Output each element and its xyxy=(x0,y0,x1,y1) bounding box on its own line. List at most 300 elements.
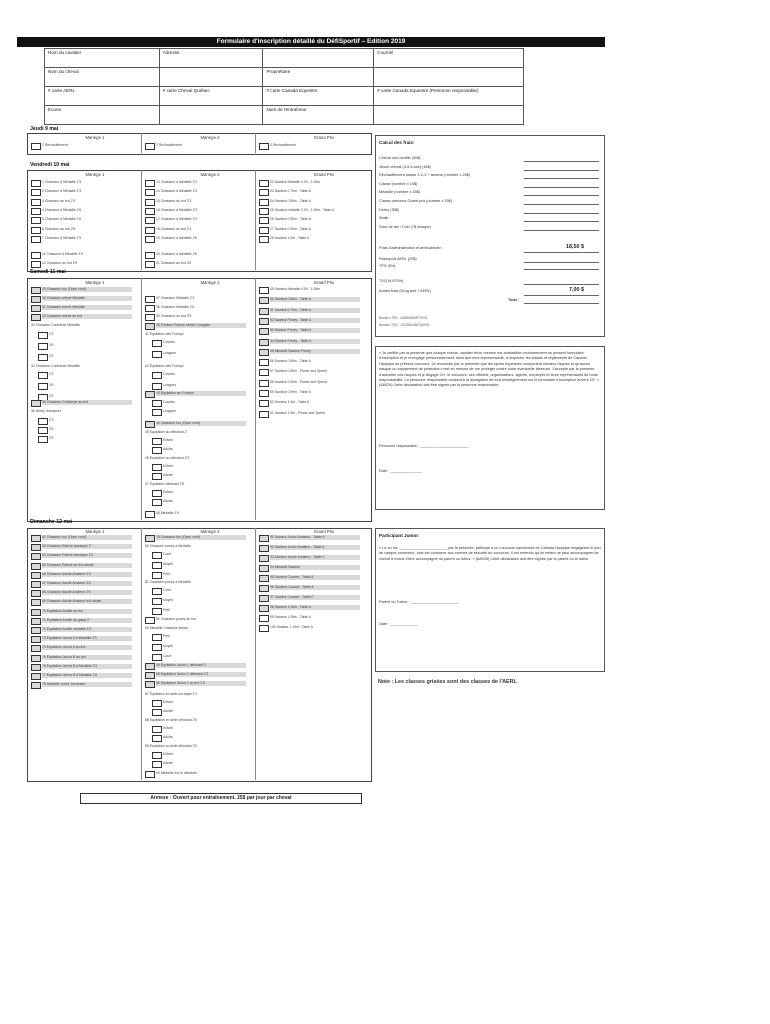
class-label: Enfant xyxy=(163,752,173,756)
checkbox[interactable] xyxy=(152,572,162,579)
class-label: 28 Sauteur 1.0m - Table A xyxy=(270,235,310,240)
class-label: 19 Chasseur à Médaille 2'6 xyxy=(156,235,197,240)
fee-row-entry[interactable] xyxy=(524,204,599,205)
checkbox[interactable] xyxy=(31,636,41,643)
checkbox[interactable] xyxy=(31,180,41,187)
class-label: 34 Chasseur Confiance Médaille xyxy=(31,364,81,368)
checkbox[interactable] xyxy=(31,682,41,689)
identity-field[interactable]: Nom du cavalier xyxy=(45,49,160,68)
class-label: 50 Sauteur 0.80m - Table A xyxy=(270,297,360,302)
class-label: 26 Sauteur 0.90m - Table A xyxy=(270,217,312,222)
class-label: 1 Chasseur à Médaille 2'3 xyxy=(42,180,82,184)
checkbox[interactable] xyxy=(152,598,162,605)
checkbox[interactable] xyxy=(259,297,269,304)
class-label: 45 Équitation au débutant 2' xyxy=(145,430,188,434)
class-label: Petit xyxy=(163,634,170,638)
checkbox[interactable] xyxy=(145,208,155,215)
column-divider xyxy=(141,278,142,520)
fee-row-entry[interactable] xyxy=(524,161,599,162)
fee-row-label: Cheval non-certifié (30$) xyxy=(379,156,421,160)
identity-field[interactable]: Ecurie xyxy=(45,106,160,125)
checkbox[interactable] xyxy=(152,634,162,641)
checkbox[interactable] xyxy=(145,314,155,321)
checkbox[interactable] xyxy=(259,308,269,315)
saturday-label: Samedi 11 mai xyxy=(30,269,66,275)
parent-field[interactable]: Parent ou Tuteur : _______________________ xyxy=(379,600,460,604)
checkbox[interactable] xyxy=(259,575,269,582)
checkbox[interactable] xyxy=(31,199,41,206)
class-label: 74 Équitation Junior A au trot xyxy=(42,645,132,650)
checkbox[interactable] xyxy=(152,464,162,471)
checkbox[interactable] xyxy=(31,553,41,560)
checkbox[interactable] xyxy=(259,236,269,243)
checkbox[interactable] xyxy=(145,143,155,150)
class-label: 52 Sauteur Poney - Table A xyxy=(270,318,360,323)
identity-field[interactable]: Propriétaire xyxy=(263,68,374,87)
column-divider xyxy=(255,528,256,780)
ring-heading: Manège 2 xyxy=(200,135,220,140)
thursday-label: Jeudi 9 mai xyxy=(30,126,59,132)
checkbox[interactable] xyxy=(259,208,269,215)
class-label: 84 Équitation Junior 1 débutant 2' xyxy=(156,663,246,668)
checkbox[interactable] xyxy=(259,349,269,356)
class-label: 80 Chasseur poney à Médaille xyxy=(145,544,191,548)
checkbox[interactable] xyxy=(38,436,48,443)
class-label: 35 Chasseur Confiance au trot xyxy=(42,400,132,405)
class-label: 36 Derby chasseurs xyxy=(31,409,62,413)
class-label: 42 Équitation des Poneys xyxy=(145,364,184,368)
checkbox[interactable] xyxy=(152,588,162,595)
class-label: 38 Chasseur Médaille 2'6 xyxy=(156,305,195,309)
identity-field[interactable]: # carte Canada Equestre (Personne responsable) xyxy=(374,87,524,106)
fee-row-label: Classe parcours Grand prix (nombre x 25$) xyxy=(379,199,453,203)
class-label: Adulte xyxy=(163,473,173,477)
fee-row-entry[interactable] xyxy=(524,195,599,196)
class-label: 56 Sauteur 0.80m - Table A xyxy=(270,359,312,364)
class-label: 2 Chasseur à Médaille 2'3 xyxy=(42,189,82,194)
identity-field[interactable] xyxy=(374,68,524,87)
checkbox[interactable] xyxy=(145,511,155,518)
class-label: Adulte xyxy=(163,761,173,765)
checkbox[interactable] xyxy=(145,227,155,234)
checkbox[interactable] xyxy=(152,700,162,707)
checkbox[interactable] xyxy=(152,372,162,379)
class-label: Court xyxy=(163,552,172,556)
fee-row-entry[interactable] xyxy=(524,213,599,214)
class-label: Enfant xyxy=(163,726,173,730)
class-label: 64 Chasseur Relevé classique 2'3 xyxy=(42,553,132,558)
class-label: 96 Sauteur Couvert - Table A xyxy=(270,585,360,590)
class-label: 73 Équitation Junior A à Médaille 2'3 xyxy=(42,636,132,641)
class-label: 70 Équitation Adulte au trot xyxy=(42,609,132,614)
class-label: 99 Sauteur 1.05m - Table A xyxy=(270,615,312,619)
checkbox[interactable] xyxy=(145,617,155,624)
class-label: 22 Sauteur Médaille 0.90 - 1.05m xyxy=(270,180,321,184)
tax-number: Numéro TVQ : 1220541436TQ0001 xyxy=(379,323,430,327)
class-label: 16 Chasseur à Médaille 2'3 xyxy=(156,207,197,212)
checkbox[interactable] xyxy=(145,305,155,312)
certification-text: « Je certifie par la présente que chaque cheval, cavalier et/ou meneur est admissible conformément au présent formulaire d'inscription et je m'engage personnellement, ainsi que mes représentants, à respecter les statuts et règlements de Canada Hippique au présent concours. Je reconnais par la présente que les sports équestres comportent certains risques et qu'aucun casque ou équipement de protection n'est en mesure de me protéger contre toute éventuelle blessure. J'accepte par la présente d'assumer ces risques et je dégage CH, le concours, ses officiels, organisateurs, agents, employés et leurs représentants de toute responsabilité. La personne responsable consent à la divulgation de tout renseignement sur le formulaire d'inscription envers CE. » (A8024) Cette déclaration doit être signée par la personne responsable xyxy=(379,351,600,388)
checkbox[interactable] xyxy=(259,605,269,612)
checkbox[interactable] xyxy=(145,296,155,303)
passport-entry[interactable] xyxy=(524,262,599,263)
form-title: Formulaire d'inscription détaillé du DéfiSportif – Edition 2019 xyxy=(17,37,605,47)
class-label: Petit xyxy=(163,608,170,612)
identity-field[interactable]: Adresse xyxy=(159,49,263,68)
identity-field[interactable]: # carte AERL xyxy=(45,87,160,106)
identity-field[interactable]: Courriel xyxy=(374,49,524,68)
fee-row-entry[interactable] xyxy=(524,221,599,222)
junior-title: Participant Junior: xyxy=(379,533,420,538)
checkbox[interactable] xyxy=(31,627,41,634)
other-fee-line xyxy=(524,295,599,296)
passport-label: Passeport AERL (20$) xyxy=(379,257,417,261)
checkbox[interactable] xyxy=(31,287,41,294)
identity-row xyxy=(45,49,524,68)
class-label: Moyen xyxy=(163,562,174,566)
class-label: 93 Sauteur Junior Amateur - Table C xyxy=(270,555,360,560)
class-label: 2'3 xyxy=(49,372,54,376)
checkbox[interactable] xyxy=(152,499,162,506)
class-label: 18 Chasseur au trot 2'3 xyxy=(156,226,192,231)
checkbox[interactable] xyxy=(145,323,155,330)
ring-heading: Manège 1 xyxy=(85,172,105,177)
class-label: 32 Chasseur relevé au trot xyxy=(42,314,132,319)
column-divider xyxy=(255,278,256,520)
column-divider xyxy=(255,133,256,153)
class-label: 3 Réchauffement xyxy=(270,143,296,147)
checkbox[interactable] xyxy=(145,771,155,778)
class-label: 57 Sauteur 0.80m - Power and Speed xyxy=(270,369,327,374)
checkbox[interactable] xyxy=(259,390,269,397)
checkbox[interactable] xyxy=(259,400,269,407)
class-label: Courtes xyxy=(163,400,175,404)
checkbox[interactable] xyxy=(145,261,155,268)
class-label: 14 Chasseur à Médaille 2'3 xyxy=(156,189,197,194)
checkbox[interactable] xyxy=(152,644,162,651)
checkbox[interactable] xyxy=(145,236,155,243)
checkbox[interactable] xyxy=(152,562,162,569)
checkbox[interactable] xyxy=(259,545,269,552)
tps-entry[interactable] xyxy=(524,269,599,270)
checkbox[interactable] xyxy=(259,217,269,224)
class-label: 17 Chasseur à Médaille 2'3 xyxy=(156,217,197,222)
fee-row-label: Médaille (nombre x 25$) xyxy=(379,190,420,195)
ring-heading: Manège 1 xyxy=(85,280,105,285)
class-label: 85 Équitation Junior 1 débutant 2'3 xyxy=(156,672,246,677)
checkbox[interactable] xyxy=(38,372,48,379)
checkbox[interactable] xyxy=(145,189,155,196)
checkbox[interactable] xyxy=(145,180,155,187)
checkbox[interactable] xyxy=(152,608,162,615)
class-label: 91 Sauteur Junior Amateur - Table A xyxy=(270,535,360,540)
identity-field[interactable] xyxy=(159,68,263,87)
checkbox[interactable] xyxy=(259,595,269,602)
checkbox[interactable] xyxy=(152,340,162,347)
class-label: Moyen xyxy=(163,598,174,602)
checkbox[interactable] xyxy=(31,664,41,671)
class-label: 44 Chasseur fou (Open rond) xyxy=(156,421,246,426)
class-label: 54 Sauteur Poney - Table A xyxy=(270,339,360,344)
class-label: 63 Chasseur Relevé classique 2' xyxy=(42,544,132,549)
checkbox[interactable] xyxy=(152,351,162,358)
class-label: 92 Sauteur Junior Amateur - Table A xyxy=(270,545,360,550)
class-label: 2'9 xyxy=(49,436,54,440)
checkbox[interactable] xyxy=(145,672,155,679)
responsible-person-field[interactable]: Personne responsable : _______________________ xyxy=(379,444,469,448)
class-label: 2'9 xyxy=(49,354,54,358)
class-label: 68 Chasseur Adulte Amateur 2'9 xyxy=(42,590,132,595)
fee-row-entry[interactable] xyxy=(524,230,599,231)
ring-heading: Grand Prix xyxy=(313,135,335,140)
class-label: Enfant xyxy=(163,700,173,704)
checkbox[interactable] xyxy=(145,252,155,259)
checkbox[interactable] xyxy=(38,418,48,425)
class-label: 1 Réchauffement xyxy=(42,143,68,147)
identity-field[interactable] xyxy=(374,106,524,125)
checkbox[interactable] xyxy=(259,411,269,418)
fee-row-label: Classe (nombre x 15$) xyxy=(379,181,418,186)
class-label: Enfant xyxy=(163,438,173,442)
total-entry[interactable] xyxy=(524,303,599,304)
tvq-label: TVQ (9,975%) xyxy=(379,279,404,283)
checkbox[interactable] xyxy=(152,752,162,759)
identity-table xyxy=(44,48,524,125)
class-label: 40 Pointeur Ponies mixtes / longues xyxy=(156,323,246,328)
checkbox[interactable] xyxy=(31,252,41,259)
class-label: Petit xyxy=(163,572,170,576)
class-label: Moyen xyxy=(163,644,174,648)
admin-fee-line xyxy=(524,252,599,253)
checkbox[interactable] xyxy=(152,761,162,768)
class-label: 90 Médaille trot et débutant xyxy=(156,771,198,775)
identity-field[interactable]: # carte Cheval Québec xyxy=(159,87,263,106)
class-label: 79 Chasseur fou (Open rond) xyxy=(156,535,246,540)
class-label: 25 Sauteur médaille 0.90 - 1.05m - Table A xyxy=(270,207,335,212)
checkbox[interactable] xyxy=(152,383,162,390)
junior-date-field[interactable]: Date : _____________ xyxy=(379,622,418,626)
checkbox[interactable] xyxy=(31,609,41,616)
class-label: 87 Équitation en selle sur trajet 2'3 xyxy=(145,692,197,696)
class-label: 41 Équitation des Poneys xyxy=(145,332,184,336)
tvq-entry[interactable] xyxy=(524,284,599,285)
class-label: 23 Sauteur 0.70m - Table A xyxy=(270,189,312,194)
class-label: 71 Équitation Adulte au galop 2' xyxy=(42,618,132,623)
class-label: Adulte xyxy=(163,447,173,451)
column-divider xyxy=(141,133,142,153)
fee-row-label: Réchauffement classe 1-2-3 + annexe (nombre x 25$) xyxy=(379,173,471,178)
checkbox[interactable] xyxy=(38,354,48,361)
class-label: 37 Chasseur Médaille 2'3 xyxy=(156,296,195,300)
identity-field[interactable] xyxy=(263,49,374,68)
checkbox[interactable] xyxy=(38,343,48,350)
class-label: Courtes xyxy=(163,340,175,344)
class-label: Adulte xyxy=(163,709,173,713)
admin-fee-label: Frais d'administration et ambulancier : xyxy=(379,246,444,250)
checkbox[interactable] xyxy=(259,625,269,632)
fee-row-entry[interactable] xyxy=(524,170,599,171)
identity-field[interactable]: Nom du cheval xyxy=(45,68,160,87)
class-label: 27 Sauteur 0.90m - Table A xyxy=(270,226,312,231)
checkbox[interactable] xyxy=(259,227,269,234)
checkbox[interactable] xyxy=(259,585,269,592)
checkbox[interactable] xyxy=(259,555,269,562)
checkbox[interactable] xyxy=(152,473,162,480)
checkbox[interactable] xyxy=(259,143,269,150)
certification-date-field[interactable]: Date : _______________ xyxy=(379,469,422,473)
identity-field[interactable] xyxy=(159,106,263,125)
class-label: 88 Équitation en selle débutant 2'6 xyxy=(145,718,197,722)
annexe-note: Annexe : Ouvert pour entraînement. 25$ par jour par cheval xyxy=(80,793,362,804)
class-label: 61 Sauteur 1.0m - Power and Speed xyxy=(270,410,326,415)
class-label: 59 Sauteur 0.90m - Table A xyxy=(270,390,312,394)
checkbox[interactable] xyxy=(31,189,41,196)
checkbox[interactable] xyxy=(31,305,41,312)
class-label: Enfant xyxy=(163,464,173,468)
checkbox[interactable] xyxy=(31,572,41,579)
checkbox[interactable] xyxy=(38,427,48,434)
fee-row-entry[interactable] xyxy=(524,187,599,188)
checkbox[interactable] xyxy=(145,663,155,670)
checkbox[interactable] xyxy=(31,143,41,150)
checkbox[interactable] xyxy=(31,314,41,321)
checkbox[interactable] xyxy=(259,535,269,542)
class-label: 95 Sauteur Couvert - Table A xyxy=(270,575,360,580)
fee-row-label: Stalle xyxy=(379,216,389,221)
checkbox[interactable] xyxy=(152,447,162,454)
class-label: 5 Chasseur à Médaille 2'6 xyxy=(42,217,82,222)
checkbox[interactable] xyxy=(31,227,41,234)
checkbox[interactable] xyxy=(259,369,269,376)
class-label: 60 Sauteur 1.0m - Table A xyxy=(270,400,310,405)
class-label: Courtes xyxy=(163,372,175,376)
class-label: 2'6 xyxy=(49,343,54,347)
checkbox[interactable] xyxy=(259,328,269,335)
class-label: 33 Chasseur Confiance Médaille xyxy=(31,323,81,327)
identity-field[interactable]: Nom de l'entraîneur xyxy=(263,106,374,125)
class-label: 39 Chasseur au trot 2'9 xyxy=(156,314,192,318)
checkbox[interactable] xyxy=(38,332,48,339)
checkbox[interactable] xyxy=(259,339,269,346)
checkbox[interactable] xyxy=(145,681,155,688)
identity-row xyxy=(45,106,524,125)
checkbox[interactable] xyxy=(145,535,155,542)
class-label: 43 Équitation sur Poneys xyxy=(156,391,246,396)
checkbox[interactable] xyxy=(152,709,162,716)
class-label: 100 Sauteur 1.15m - Table A xyxy=(270,625,313,629)
checkbox[interactable] xyxy=(31,217,41,224)
identity-field[interactable]: # carte Canada Equestre xyxy=(263,87,374,106)
checkbox[interactable] xyxy=(31,655,41,662)
class-label: Court xyxy=(163,588,172,592)
checkbox[interactable] xyxy=(259,565,269,572)
tax-number: Numéro TPS : 182852460RT0001 xyxy=(379,316,428,320)
checkbox[interactable] xyxy=(259,287,269,294)
checkbox[interactable] xyxy=(259,199,269,206)
junior-panel xyxy=(375,528,605,672)
checkbox[interactable] xyxy=(31,563,41,570)
ring-heading: Grand Prix xyxy=(313,529,335,534)
identity-row xyxy=(45,68,524,87)
class-label: 67 Chasseur Adulte Amateur 2'6 xyxy=(42,581,132,586)
fee-row-label: Sacs de tan / Foin (7$ chaque) xyxy=(379,224,431,229)
checkbox[interactable] xyxy=(31,590,41,597)
checkbox[interactable] xyxy=(152,438,162,445)
checkbox[interactable] xyxy=(31,645,41,652)
checkbox[interactable] xyxy=(31,581,41,588)
checkbox[interactable] xyxy=(145,217,155,224)
checkbox[interactable] xyxy=(152,409,162,416)
checkbox[interactable] xyxy=(259,359,269,366)
checkbox[interactable] xyxy=(31,544,41,551)
checkbox[interactable] xyxy=(31,296,41,303)
checkbox[interactable] xyxy=(38,383,48,390)
checkbox[interactable] xyxy=(152,552,162,559)
class-label: 2'6 xyxy=(49,427,54,431)
class-label: 69 Chasseur Adulte Amateur trot adulte xyxy=(42,599,132,604)
checkbox[interactable] xyxy=(259,615,269,622)
class-label: 77 Équitation Junior B à Médaille 2'6 xyxy=(42,673,132,678)
ring-heading: Manège 2 xyxy=(200,280,220,285)
checkbox[interactable] xyxy=(31,400,41,407)
checkbox[interactable] xyxy=(31,236,41,243)
checkbox[interactable] xyxy=(152,490,162,497)
ring-heading: Grand Prix xyxy=(313,172,335,177)
checkbox[interactable] xyxy=(31,261,41,268)
checkbox[interactable] xyxy=(31,208,41,215)
class-label: 31 Chasseur relevé Médaille xyxy=(42,305,132,310)
class-label: 62 Chasseur fou (Open rond) xyxy=(42,535,132,540)
class-label: Court xyxy=(163,654,172,658)
checkbox[interactable] xyxy=(152,735,162,742)
class-label: Longues xyxy=(163,383,177,387)
class-label: 49 Sauteur Médaille 0.90 - 1.05m xyxy=(270,287,321,291)
class-label: Adulte xyxy=(163,735,173,739)
class-label: 83 Médaille Chasseur poney xyxy=(145,626,188,630)
junior-text: « Le ou les _______________________ par la présente, participe à un concours sanctionné de Canada Hippique engageant le port de casque protecteur, cela est conforme aux normes de sécurité du concours. Il est entendu qu'un enfant ne peut accompagner de cheval à moins d'être accompagné du parent ou tuteur. » (A8026) Cette déclaration doit être signée par le parent ou le tuteur. xyxy=(379,546,601,561)
class-label: 2'3 xyxy=(49,418,54,422)
checkbox[interactable] xyxy=(145,391,155,398)
checkbox[interactable] xyxy=(31,535,41,542)
checkbox[interactable] xyxy=(152,726,162,733)
total-label: Total : xyxy=(508,298,520,302)
class-label: 29 Chasseur fou (Open rond) xyxy=(42,287,132,292)
checkbox[interactable] xyxy=(259,189,269,196)
checkbox[interactable] xyxy=(152,654,162,661)
class-label: 72 Équitation Adulte médaille 2'3 xyxy=(42,627,132,632)
class-label: 58 Sauteur 0.90m - Power and Speed xyxy=(270,379,327,384)
class-label: 81 Chasseur poney à Médaille xyxy=(145,580,191,584)
checkbox[interactable] xyxy=(152,400,162,407)
checkbox[interactable] xyxy=(145,199,155,206)
class-label: 89 Équitation en selle débutant 2'9 xyxy=(145,744,197,748)
checkbox[interactable] xyxy=(31,618,41,625)
fee-row-entry[interactable] xyxy=(524,178,599,179)
checkbox[interactable] xyxy=(259,180,269,187)
class-label: 76 Équitation Junior B à Médaille 2'3 xyxy=(42,664,132,669)
tps-label: TPS (5%) xyxy=(379,264,396,268)
class-label: 78 Médaille Junior Jeunesse xyxy=(42,682,132,687)
checkbox[interactable] xyxy=(145,421,155,428)
class-label: 2'9 xyxy=(49,394,54,398)
checkbox[interactable] xyxy=(259,380,269,387)
checkbox[interactable] xyxy=(259,318,269,325)
class-label: 15 Chasseur au trot 2'3 xyxy=(156,198,192,203)
class-label: 66 Chasseur Adulte Amateur 2'3 xyxy=(42,572,132,577)
class-label: 2'3 xyxy=(49,332,54,336)
checkbox[interactable] xyxy=(31,673,41,680)
checkbox[interactable] xyxy=(31,599,41,606)
